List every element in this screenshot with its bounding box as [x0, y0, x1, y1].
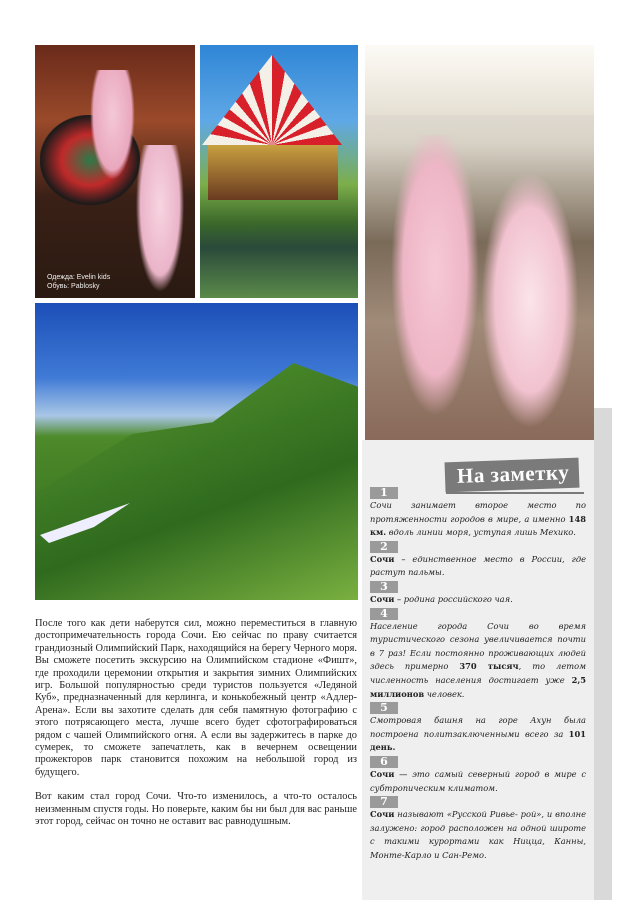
- fact-number-badge: 5: [370, 702, 398, 714]
- mountain-slope: [35, 363, 358, 600]
- fact-highlight: Сочи: [370, 768, 395, 779]
- girl-figure: [475, 155, 585, 440]
- fact-highlight: 2,5 миллионов: [370, 674, 586, 699]
- fact-text: Население города Сочи во время туристического сезона увеличивается почти в 7 раз! Если постоянно проживающих людей здесь примерно: [370, 620, 586, 672]
- fact-text: вдоль линии моря, уступая лишь Мехико.: [386, 527, 576, 538]
- sidebar-title: На заметку: [445, 458, 580, 493]
- girl-figure: [90, 70, 135, 180]
- carousel-tent: [202, 55, 342, 145]
- fact-highlight: Сочи: [370, 809, 395, 820]
- fact-highlight: Сочи: [370, 553, 395, 564]
- fact-number-badge: 4: [370, 608, 398, 620]
- fact-number-badge: 2: [370, 541, 398, 553]
- fact-item: [370, 553, 586, 580]
- carousel-base: [208, 145, 338, 200]
- fact-text: называют «Русской Ривье- рой», и вполне залужено: город расположен на одной широте с такими курортами как Ницца, Канны, Монте-Карло и Сан-Ремо.: [370, 809, 586, 860]
- fact-item: [370, 768, 586, 795]
- fact-text: Смотровая башня на горе Ахун была построена политзаключенными всего за: [370, 715, 586, 739]
- article-paragraph: После того как дети наберутся сил, можно переместиться в главную достопримечательность города Сочи. Ею сейчас по праву считается грандиозный Олимпийский Парк, находящийся на берегу Черного моря. Вы сможете посетить экскурсию на Олимпийском стадионе «Фишт», где проходили церемонии открытия и закрытия зимних Олимпийских игр. Большой популярностью среди туристов пользуется «Ледяной Куб», предназначенный для керлинга, и конькобежный центр «Адлер-Арена». Если вы захотите сделать для себя памятную фотографию с этого потрясающего места, лучше всего будет сфотографироваться рядом с чашей Олимпийского огня. А если вы задержитесь в парке до сумерек, то сможете запечатлеть, как в вечернем освещении прожекторов парк становится похожим на небольшой город из будущего.: [35, 618, 357, 778]
- fact-text: — это самый северный город в мире с субтропическим климатом.: [370, 768, 586, 793]
- fact-text: Сочи занимает второе место по протяженности городов в мире, а именно: [370, 500, 586, 524]
- article-paragraph: Вот каким стал город Сочи. Что-то изменилось, а что-то осталось неизменным спустя годы. Но поверьте, каким бы ни был для вас раньше этот город, сейчас он точно не оставит вас равнодушным.: [35, 791, 357, 828]
- photo-carousel-horse-girls: [35, 45, 195, 298]
- fact-text: – единственное место в России, где растут пальмы.: [370, 553, 586, 578]
- photo-carousel-park: [200, 45, 358, 298]
- fact-number-badge: 6: [370, 756, 398, 768]
- girl-figure: [385, 135, 485, 435]
- fact-highlight: Сочи: [370, 593, 395, 604]
- article-body: [35, 618, 357, 841]
- fact-text: , то летом численность населения достигает уже: [370, 661, 586, 685]
- photo-two-girls: [365, 45, 594, 440]
- fact-item: [370, 620, 586, 702]
- caption-shoes: Обувь: Pablosky: [47, 283, 100, 290]
- fact-highlight: 148 км.: [370, 513, 586, 538]
- photo-mountains: [35, 303, 358, 600]
- notes-sidebar: [362, 440, 594, 900]
- fact-item: [370, 593, 586, 607]
- fact-highlight: 101 день.: [370, 728, 586, 753]
- fact-number-badge: 3: [370, 581, 398, 593]
- caption-clothing: Одежда: Evelin kids: [47, 274, 111, 281]
- sidebar-edge: [594, 408, 612, 900]
- fact-text: человек.: [424, 688, 465, 699]
- facts-list: [370, 486, 586, 862]
- fact-number-badge: 7: [370, 796, 398, 808]
- girl-figure: [135, 145, 185, 295]
- fact-highlight: 370 тысяч: [459, 661, 519, 672]
- fact-text: – родина российского чая.: [394, 593, 513, 604]
- fact-item: [370, 808, 586, 862]
- umbrella: [365, 45, 594, 115]
- fact-item: [370, 714, 586, 755]
- photo-caption: [47, 273, 110, 291]
- fact-item: [370, 499, 586, 540]
- fact-number-badge: 1: [370, 487, 398, 499]
